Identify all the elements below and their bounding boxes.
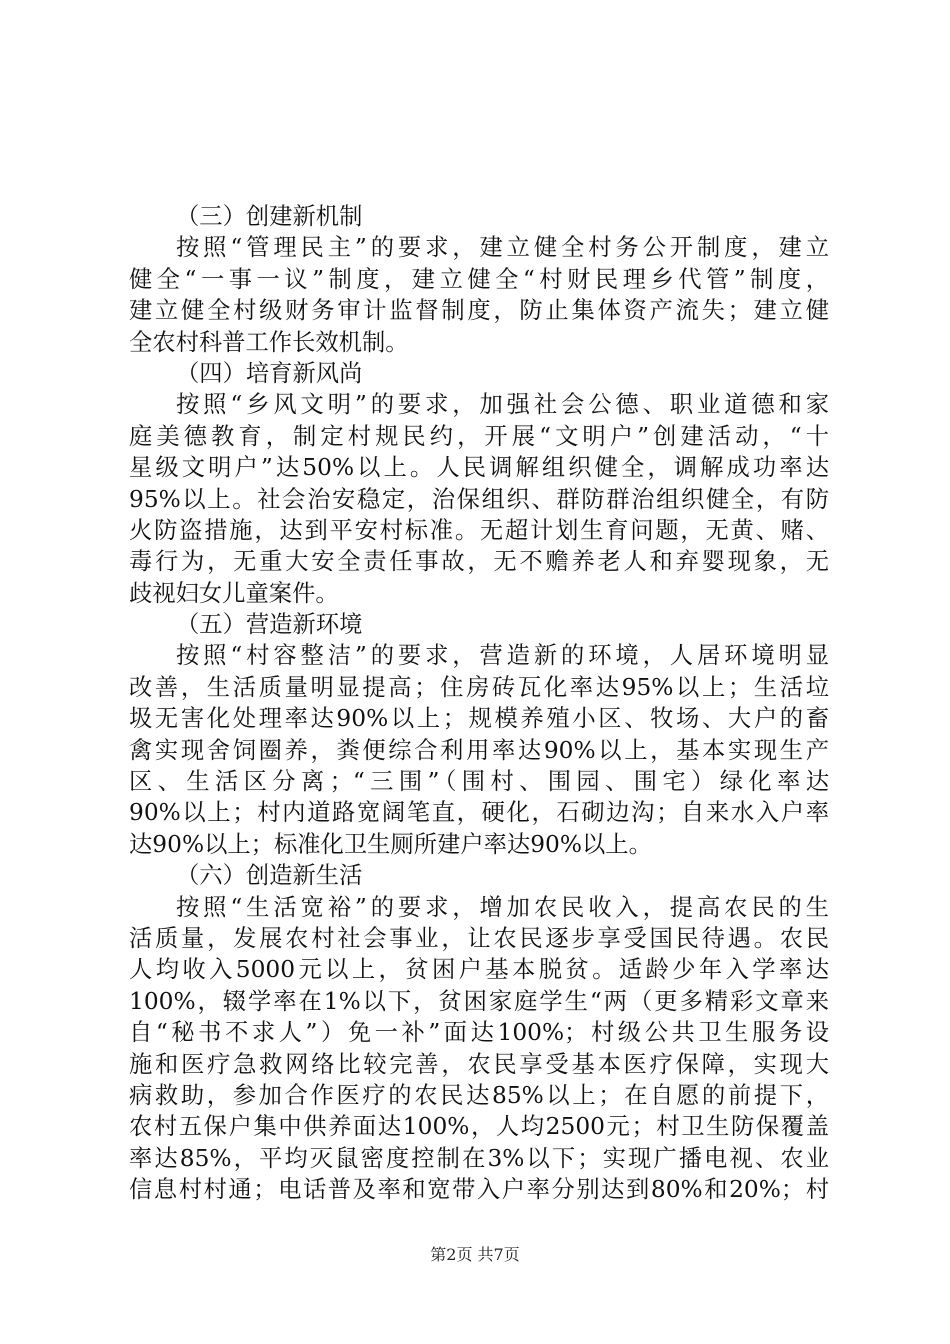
paragraph-line: 施和医疗急救网络比较完善，农民享受基本医疗保障，实现大 (129, 1050, 829, 1078)
paragraph-line: 自“秘书不求人”）免一补”面达100%；村级公共卫生服务设 (129, 1019, 829, 1047)
paragraph-line: 庭美德教育，制定村规民约，开展“文明户”创建活动，“十 (129, 422, 829, 450)
paragraph-line: 歧视妇女儿童案件。 (129, 579, 339, 607)
section-heading: （五）营造新环境 (176, 611, 363, 639)
paragraph-line: 禽实现舍饲圈养，粪便综合利用率达90%以上，基本实现生产 (129, 736, 829, 764)
section-heading: （四）培育新风尚 (176, 359, 363, 387)
paragraph-line: 健全“一事一议”制度，建立健全“村财民理乡代管”制度， (129, 265, 829, 293)
paragraph-line: 改善，生活质量明显提高；住房砖瓦化率达95%以上；生活垃 (129, 673, 829, 701)
paragraph-line: 活质量，发展农村社会事业，让农民逐步享受国民待遇。农民 (129, 924, 829, 952)
paragraph-line: 建立健全村级财务审计监督制度，防止集体资产流失；建立健 (129, 297, 829, 325)
paragraph-line: 100%，辍学率在1%以下，贫困家庭学生“两（更多精彩文章来 (129, 987, 829, 1015)
paragraph-line: 达90%以上；标准化卫生厕所建户率达90%以上。 (129, 830, 652, 858)
paragraph-line: 毒行为，无重大安全责任事故，无不赡养老人和弃婴现象，无 (129, 548, 829, 576)
document-body (129, 201, 829, 1206)
section-heading: （六）创造新生活 (176, 862, 363, 890)
paragraph-line: 全农村科普工作长效机制。 (129, 328, 409, 356)
paragraph-line: 农村五保户集中供养面达100%，人均2500元；村卫生防保覆盖 (129, 1113, 829, 1141)
paragraph-line: 信息村村通；电话普及率和宽带入户率分别达到80%和20%；村 (129, 1176, 829, 1204)
section-heading: （三）创建新机制 (176, 203, 363, 230)
paragraph-line: 火防盗措施，达到平安村标准。无超计划生育问题，无黄、赌、 (129, 516, 829, 544)
paragraph-line: 90%以上；村内道路宽阔笔直，硬化，石砌边沟；自来水入户率 (129, 799, 829, 827)
page-footer: 第2页 共7页 (430, 1245, 520, 1264)
paragraph-line: 95%以上。社会治安稳定，治保组织、群防群治组织健全，有防 (129, 485, 829, 513)
paragraph-line: 按照“生活宽裕”的要求，增加农民收入，提高农民的生 (176, 893, 829, 921)
paragraph-line: 病救助，参加合作医疗的农民达85%以上；在自愿的前提下， (129, 1081, 829, 1109)
paragraph-line: 人均收入5000元以上，贫困户基本脱贫。适龄少年入学率达 (129, 956, 829, 984)
paragraph-line: 率达85%，平均灭鼠密度控制在3%以下；实现广播电视、农业 (129, 1144, 829, 1172)
paragraph-line: 按照“村容整洁”的要求，营造新的环境，人居环境明显 (176, 642, 829, 670)
paragraph-line: 区、生活区分离；“三围”（围村、围园、围宅）绿化率达 (129, 768, 829, 796)
paragraph-line: 星级文明户”达50%以上。人民调解组织健全，调解成功率达 (129, 454, 829, 482)
paragraph-line: 按照“乡风文明”的要求，加强社会公德、职业道德和家 (176, 391, 829, 419)
paragraph-line: 按照“管理民主”的要求，建立健全村务公开制度，建立 (176, 234, 829, 262)
paragraph-line: 圾无害化处理率达90%以上；规模养殖小区、牧场、大户的畜 (129, 705, 829, 733)
